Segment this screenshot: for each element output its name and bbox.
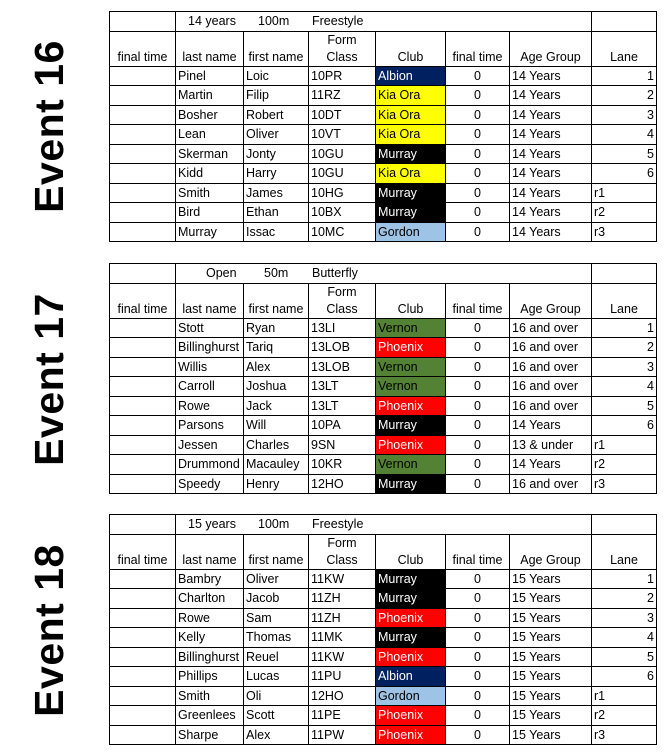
header-club: Club	[376, 31, 446, 66]
first-name-cell: Issac	[244, 222, 309, 242]
form-class-cell: 10GU	[309, 164, 376, 184]
club-cell: Phoenix	[376, 647, 446, 667]
lane-cell: 2	[592, 86, 657, 106]
form-class-cell: 10MC	[309, 222, 376, 242]
age-group-cell: 14 Years	[510, 455, 592, 475]
form-class-cell: 11PE	[309, 706, 376, 726]
swimmer-row	[110, 416, 657, 436]
form-class-cell: 10VT	[309, 125, 376, 145]
first-name-cell: Robert	[244, 105, 309, 125]
event-title-row	[110, 264, 657, 284]
final-time-cell	[110, 667, 176, 687]
lane-cell: r1	[592, 435, 657, 455]
lane-cell: r2	[592, 706, 657, 726]
event-heat-table	[109, 11, 657, 242]
final-time-value: 0	[446, 589, 510, 609]
swimmer-row	[110, 628, 657, 648]
final-time-value: 0	[446, 86, 510, 106]
form-class-cell: 11KW	[309, 569, 376, 589]
form-class-cell: 12HO	[309, 474, 376, 494]
swimmer-row	[110, 144, 657, 164]
header-row	[110, 534, 657, 569]
swimmer-row	[110, 396, 657, 416]
age-group-cell: 14 Years	[510, 86, 592, 106]
first-name-cell: Charles	[244, 435, 309, 455]
final-time-value: 0	[446, 474, 510, 494]
form-class-cell: 11ZH	[309, 589, 376, 609]
lane-cell: 1	[592, 569, 657, 589]
first-name-cell: Sam	[244, 608, 309, 628]
last-name-cell: Kidd	[176, 164, 244, 184]
swimmer-row	[110, 647, 657, 667]
lane-cell: 6	[592, 164, 657, 184]
club-cell: Phoenix	[376, 435, 446, 455]
club-cell: Phoenix	[376, 725, 446, 745]
swimmer-row	[110, 706, 657, 726]
club-cell: Murray	[376, 183, 446, 203]
first-name-cell: Alex	[244, 725, 309, 745]
swimmer-row	[110, 569, 657, 589]
lane-cell: 4	[592, 628, 657, 648]
swimmer-row	[110, 377, 657, 397]
first-name-cell: Macauley	[244, 455, 309, 475]
first-name-cell: Reuel	[244, 647, 309, 667]
last-name-cell: Murray	[176, 222, 244, 242]
header-first-name: first name	[244, 534, 309, 569]
first-name-cell: Ethan	[244, 203, 309, 223]
header-first-name: first name	[244, 283, 309, 318]
first-name-cell: Henry	[244, 474, 309, 494]
last-name-cell: Stott	[176, 318, 244, 338]
final-time-cell	[110, 725, 176, 745]
first-name-cell: Loic	[244, 66, 309, 86]
final-time-cell	[110, 474, 176, 494]
last-name-cell: Lean	[176, 125, 244, 145]
event-heat-table	[109, 263, 657, 494]
form-class-cell: 11PW	[309, 725, 376, 745]
age-group-cell: 14 Years	[510, 416, 592, 436]
first-name-cell: Jonty	[244, 144, 309, 164]
age-group-cell: 16 and over	[510, 474, 592, 494]
form-class-cell: 11ZH	[309, 608, 376, 628]
form-class-cell: 11PU	[309, 667, 376, 687]
form-class-cell: 10KR	[309, 455, 376, 475]
final-time-cell	[110, 86, 176, 106]
header-club: Club	[376, 534, 446, 569]
final-time-value: 0	[446, 66, 510, 86]
age-group-cell: 15 Years	[510, 628, 592, 648]
header-form-class: Form Class	[309, 534, 376, 569]
lane-cell: 5	[592, 647, 657, 667]
lane-cell: 5	[592, 144, 657, 164]
last-name-cell: Rowe	[176, 608, 244, 628]
last-name-cell: Bambry	[176, 569, 244, 589]
age-group-cell: 14 Years	[510, 164, 592, 184]
swimmer-row	[110, 125, 657, 145]
event-label: Event 16	[25, 39, 72, 213]
lane-cell: r3	[592, 725, 657, 745]
club-cell: Kia Ora	[376, 125, 446, 145]
last-name-cell: Smith	[176, 686, 244, 706]
club-cell: Vernon	[376, 455, 446, 475]
final-time-value: 0	[446, 725, 510, 745]
form-class-cell: 13LI	[309, 318, 376, 338]
age-group-cell: 15 Years	[510, 706, 592, 726]
last-name-cell: Smith	[176, 183, 244, 203]
event-distance: 100m	[258, 14, 290, 29]
last-name-cell: Greenlees	[176, 706, 244, 726]
event-label: Event 18	[25, 543, 72, 717]
lane-cell: 3	[592, 105, 657, 125]
first-name-cell: Oliver	[244, 569, 309, 589]
first-name-cell: Harry	[244, 164, 309, 184]
swimmer-row	[110, 667, 657, 687]
lane-cell: 3	[592, 608, 657, 628]
form-class-cell: 9SN	[309, 435, 376, 455]
form-class-cell: 13LT	[309, 396, 376, 416]
age-group-cell: 16 and over	[510, 318, 592, 338]
form-class-cell: 10BX	[309, 203, 376, 223]
age-group-cell: 15 Years	[510, 725, 592, 745]
header-final-time-2: final time	[446, 534, 510, 569]
final-time-cell	[110, 608, 176, 628]
last-name-cell: Kelly	[176, 628, 244, 648]
lane-cell: r1	[592, 183, 657, 203]
first-name-cell: Will	[244, 416, 309, 436]
last-name-cell: Skerman	[176, 144, 244, 164]
last-name-cell: Drummond	[176, 455, 244, 475]
final-time-value: 0	[446, 164, 510, 184]
event-stroke: Freestyle	[312, 517, 364, 532]
swimmer-row	[110, 318, 657, 338]
header-lane: Lane	[592, 534, 657, 569]
age-group-cell: 15 Years	[510, 608, 592, 628]
form-class-cell: 10HG	[309, 183, 376, 203]
club-cell: Murray	[376, 628, 446, 648]
lane-cell: r2	[592, 455, 657, 475]
header-row	[110, 283, 657, 318]
final-time-value: 0	[446, 125, 510, 145]
final-time-cell	[110, 416, 176, 436]
final-time-cell	[110, 455, 176, 475]
age-group-cell: 15 Years	[510, 647, 592, 667]
last-name-cell: Bird	[176, 203, 244, 223]
club-cell: Murray	[376, 569, 446, 589]
final-time-cell	[110, 357, 176, 377]
last-name-cell: Martin	[176, 86, 244, 106]
last-name-cell: Parsons	[176, 416, 244, 436]
age-group-cell: 14 Years	[510, 203, 592, 223]
final-time-value: 0	[446, 455, 510, 475]
swimmer-row	[110, 164, 657, 184]
final-time-cell	[110, 706, 176, 726]
final-time-value: 0	[446, 628, 510, 648]
header-club: Club	[376, 283, 446, 318]
final-time-value: 0	[446, 647, 510, 667]
swimmer-row	[110, 66, 657, 86]
last-name-cell: Rowe	[176, 396, 244, 416]
last-name-cell: Billinghurst	[176, 647, 244, 667]
form-class-cell: 10DT	[309, 105, 376, 125]
last-name-cell: Pinel	[176, 66, 244, 86]
event-title-row	[110, 515, 657, 535]
event-heat-table	[109, 514, 657, 745]
age-group-cell: 16 and over	[510, 338, 592, 358]
final-time-cell	[110, 589, 176, 609]
club-cell: Murray	[376, 416, 446, 436]
swimmer-row	[110, 86, 657, 106]
club-cell: Albion	[376, 667, 446, 687]
lane-cell: 6	[592, 416, 657, 436]
first-name-cell: Alex	[244, 357, 309, 377]
club-cell: Murray	[376, 589, 446, 609]
club-cell: Vernon	[376, 377, 446, 397]
final-time-value: 0	[446, 318, 510, 338]
header-final-time: final time	[110, 534, 176, 569]
final-time-value: 0	[446, 338, 510, 358]
lane-cell: 4	[592, 377, 657, 397]
event-distance: 50m	[264, 266, 289, 281]
final-time-cell	[110, 569, 176, 589]
club-cell: Albion	[376, 66, 446, 86]
lane-cell: r3	[592, 222, 657, 242]
final-time-cell	[110, 222, 176, 242]
swimmer-rows	[110, 318, 657, 494]
last-name-cell: Sharpe	[176, 725, 244, 745]
header-lane: Lane	[592, 31, 657, 66]
final-time-cell	[110, 647, 176, 667]
first-name-cell: Oliver	[244, 125, 309, 145]
form-class-cell: 10PR	[309, 66, 376, 86]
swimmer-row	[110, 589, 657, 609]
first-name-cell: Joshua	[244, 377, 309, 397]
first-name-cell: Scott	[244, 706, 309, 726]
lane-cell: 2	[592, 338, 657, 358]
swimmer-row	[110, 435, 657, 455]
swimmer-row	[110, 203, 657, 223]
first-name-cell: Filip	[244, 86, 309, 106]
swimmer-row	[110, 608, 657, 628]
header-last-name: last name	[176, 534, 244, 569]
club-cell: Murray	[376, 144, 446, 164]
swimmer-row	[110, 183, 657, 203]
final-time-cell	[110, 144, 176, 164]
lane-cell: 5	[592, 396, 657, 416]
swimmer-rows	[110, 66, 657, 242]
final-time-value: 0	[446, 608, 510, 628]
final-time-cell	[110, 318, 176, 338]
final-time-value: 0	[446, 667, 510, 687]
header-final-time-2: final time	[446, 283, 510, 318]
final-time-cell	[110, 164, 176, 184]
event-label: Event 17	[25, 292, 72, 466]
last-name-cell: Jessen	[176, 435, 244, 455]
club-cell: Vernon	[376, 357, 446, 377]
final-time-cell	[110, 203, 176, 223]
age-group-cell: 15 Years	[510, 569, 592, 589]
last-name-cell: Phillips	[176, 667, 244, 687]
club-cell: Phoenix	[376, 338, 446, 358]
final-time-cell	[110, 686, 176, 706]
age-group-cell: 14 Years	[510, 222, 592, 242]
last-name-cell: Billinghurst	[176, 338, 244, 358]
swimmer-row	[110, 474, 657, 494]
swimmer-row	[110, 725, 657, 745]
form-class-cell: 13LT	[309, 377, 376, 397]
club-cell: Phoenix	[376, 396, 446, 416]
last-name-cell: Charlton	[176, 589, 244, 609]
club-cell: Kia Ora	[376, 105, 446, 125]
final-time-value: 0	[446, 686, 510, 706]
first-name-cell: Jacob	[244, 589, 309, 609]
swimmer-row	[110, 686, 657, 706]
header-age-group: Age Group	[510, 283, 592, 318]
lane-cell: 3	[592, 357, 657, 377]
last-name-cell: Carroll	[176, 377, 244, 397]
event-stroke: Butterfly	[312, 266, 358, 281]
form-class-cell: 13LOB	[309, 357, 376, 377]
lane-cell: r1	[592, 686, 657, 706]
age-group-cell: 14 Years	[510, 144, 592, 164]
header-lane: Lane	[592, 283, 657, 318]
final-time-cell	[110, 105, 176, 125]
age-group-cell: 15 Years	[510, 589, 592, 609]
club-cell: Murray	[376, 474, 446, 494]
event-title-row	[110, 12, 657, 32]
swimmer-row	[110, 455, 657, 475]
final-time-value: 0	[446, 357, 510, 377]
final-time-value: 0	[446, 183, 510, 203]
lane-cell: r3	[592, 474, 657, 494]
form-class-cell: 11MK	[309, 628, 376, 648]
header-final-time: final time	[110, 31, 176, 66]
age-group-cell: 16 and over	[510, 396, 592, 416]
final-time-value: 0	[446, 203, 510, 223]
club-cell: Gordon	[376, 222, 446, 242]
header-row	[110, 31, 657, 66]
form-class-cell: 13LOB	[309, 338, 376, 358]
header-form-class: Form Class	[309, 283, 376, 318]
final-time-cell	[110, 396, 176, 416]
swimmer-row	[110, 105, 657, 125]
swimmer-row	[110, 222, 657, 242]
club-cell: Phoenix	[376, 608, 446, 628]
age-group-cell: 16 and over	[510, 357, 592, 377]
club-cell: Gordon	[376, 686, 446, 706]
first-name-cell: Ryan	[244, 318, 309, 338]
header-final-time-2: final time	[446, 31, 510, 66]
age-group-cell: 13 & under	[510, 435, 592, 455]
first-name-cell: Lucas	[244, 667, 309, 687]
swimmer-row	[110, 338, 657, 358]
club-cell: Kia Ora	[376, 86, 446, 106]
header-final-time: final time	[110, 283, 176, 318]
header-last-name: last name	[176, 31, 244, 66]
swimmer-rows	[110, 569, 657, 745]
final-time-value: 0	[446, 105, 510, 125]
header-first-name: first name	[244, 31, 309, 66]
last-name-cell: Speedy	[176, 474, 244, 494]
form-class-cell: 11RZ	[309, 86, 376, 106]
age-group-cell: 14 Years	[510, 105, 592, 125]
final-time-value: 0	[446, 222, 510, 242]
final-time-cell	[110, 183, 176, 203]
last-name-cell: Bosher	[176, 105, 244, 125]
final-time-cell	[110, 125, 176, 145]
last-name-cell: Willis	[176, 357, 244, 377]
age-group-cell: 16 and over	[510, 377, 592, 397]
form-class-cell: 11KW	[309, 647, 376, 667]
header-age-group: Age Group	[510, 534, 592, 569]
final-time-cell	[110, 377, 176, 397]
final-time-cell	[110, 435, 176, 455]
club-cell: Murray	[376, 203, 446, 223]
lane-cell: 4	[592, 125, 657, 145]
final-time-value: 0	[446, 144, 510, 164]
club-cell: Vernon	[376, 318, 446, 338]
final-time-value: 0	[446, 706, 510, 726]
final-time-cell	[110, 338, 176, 358]
club-cell: Kia Ora	[376, 164, 446, 184]
event-age: 15 years	[188, 517, 236, 532]
event-stroke: Freestyle	[312, 14, 364, 29]
lane-cell: 6	[592, 667, 657, 687]
age-group-cell: 14 Years	[510, 183, 592, 203]
lane-cell: r2	[592, 203, 657, 223]
final-time-value: 0	[446, 396, 510, 416]
club-cell: Phoenix	[376, 706, 446, 726]
age-group-cell: 14 Years	[510, 66, 592, 86]
final-time-value: 0	[446, 377, 510, 397]
final-time-cell	[110, 66, 176, 86]
lane-cell: 1	[592, 318, 657, 338]
event-distance: 100m	[258, 517, 290, 532]
event-age: 14 years	[188, 14, 236, 29]
header-form-class: Form Class	[309, 31, 376, 66]
age-group-cell: 14 Years	[510, 125, 592, 145]
header-last-name: last name	[176, 283, 244, 318]
final-time-cell	[110, 628, 176, 648]
age-group-cell: 15 Years	[510, 667, 592, 687]
final-time-value: 0	[446, 416, 510, 436]
final-time-value: 0	[446, 569, 510, 589]
lane-cell: 2	[592, 589, 657, 609]
first-name-cell: Thomas	[244, 628, 309, 648]
form-class-cell: 10PA	[309, 416, 376, 436]
form-class-cell: 12HO	[309, 686, 376, 706]
age-group-cell: 15 Years	[510, 686, 592, 706]
first-name-cell: Tariq	[244, 338, 309, 358]
event-age: Open	[206, 266, 237, 281]
swimmer-row	[110, 357, 657, 377]
final-time-value: 0	[446, 435, 510, 455]
first-name-cell: Jack	[244, 396, 309, 416]
first-name-cell: James	[244, 183, 309, 203]
first-name-cell: Oli	[244, 686, 309, 706]
lane-cell: 1	[592, 66, 657, 86]
header-age-group: Age Group	[510, 31, 592, 66]
form-class-cell: 10GU	[309, 144, 376, 164]
